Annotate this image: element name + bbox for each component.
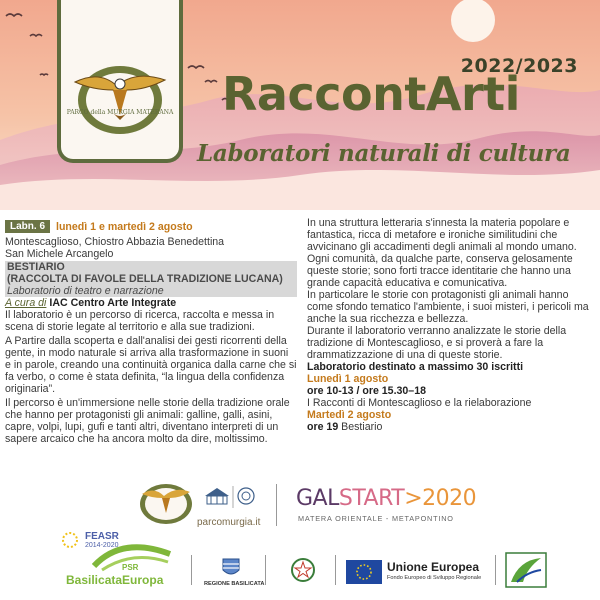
event-type: Laboratorio di teatro e narrazione <box>7 285 164 297</box>
feasr-label: FEASR <box>85 531 119 542</box>
unesco-logo-icon <box>200 484 260 514</box>
gal-subtitle: MATERA ORIENTALE - METAPONTINO <box>298 514 454 523</box>
day2-hours <box>307 421 595 433</box>
event-title-block <box>5 261 297 297</box>
event-details-column <box>5 219 297 447</box>
italian-republic-emblem-icon <box>290 557 316 583</box>
day1-label: Lunedì 1 agosto <box>307 373 389 385</box>
info-paragraph-2: Ogni comunità, da qualche parte, conserva gelosamente queste storie; sono forti tracce identitarie che hanno una grande capacità educativa e comunicativa. <box>307 253 573 289</box>
event-title: BESTIARIO <box>7 261 65 273</box>
info-paragraph-4: Durante il laboratorio verranno analizzate le storie della tradizione di Montescaglioso, e si proverà a fare la drammatizzazione di una di queste storie. <box>307 325 567 361</box>
lab-badge: Labn. 6 <box>5 220 50 233</box>
event-header-row <box>5 219 297 234</box>
page-title: RaccontArti <box>222 67 520 121</box>
divider <box>265 555 266 585</box>
event-info-column <box>307 217 595 433</box>
psr-label: PSR <box>122 563 139 572</box>
location-line-2: San Michele Arcangelo <box>5 248 114 260</box>
organizer-name: IAC Centro Arte Integrate <box>49 297 177 309</box>
divider <box>191 555 192 585</box>
eu-flag-icon <box>346 560 382 584</box>
info-paragraph-3: In particolare le storie con protagonisti gli animali hanno come sfondo tematico l'ambiente, i suoi misteri, i pericoli ma anche la sua ricchezza e bellezza. <box>307 289 589 325</box>
event-dates: lunedì 1 e martedì 2 agosto <box>56 220 193 233</box>
park-logo-card <box>57 0 183 163</box>
sponsor-logos <box>0 470 600 600</box>
logo-ring-text <box>61 86 179 126</box>
eu-subtitle: Fondo Europeo di Sviluppo Regionale <box>387 575 482 581</box>
park-small-logo-icon <box>136 480 196 526</box>
day2-description: Bestiario <box>338 421 383 433</box>
day1-hours <box>307 385 595 397</box>
regione-label: REGIONE BASILICATA <box>204 581 265 587</box>
year-label: 2022/2023 <box>460 55 578 77</box>
feasr-years: 2014-2020 <box>85 542 119 549</box>
location-line-1: Montescaglioso, Chiostro Abbazia Benedettina <box>5 236 225 248</box>
day1-description: I Racconti di Montescaglioso e la rielaborazione <box>307 397 532 409</box>
leader-logo-icon <box>505 552 547 588</box>
gal-start-logo <box>296 486 476 511</box>
event-title-sub: (RACCOLTA DI FAVOLE DELLA TRADIZIONE LUCANA) <box>7 273 283 285</box>
day1-hours-second: / ore 15.30–18 <box>353 385 426 397</box>
day1-hours-main: ore 10-13 <box>307 385 354 397</box>
divider <box>495 555 496 585</box>
basilicata-europa-label: BasilicataEuropa <box>66 573 164 587</box>
eu-title: Unione Europea <box>387 560 480 574</box>
description-paragraph-1: Il laboratorio è un percorso di ricerca, raccolta e messa in scena di storie legate al territorio e alla sue tradizioni. <box>5 309 275 333</box>
svg-text:PARCO della MURGIA MATERANA: PARCO della MURGIA MATERANA <box>66 109 174 116</box>
sun-shape <box>451 0 495 42</box>
year-2020-text: >2020 <box>404 486 477 511</box>
page-subtitle: Laboratori naturali di cultura <box>197 140 571 167</box>
divider <box>276 484 277 526</box>
eu-stars-icon <box>60 530 80 550</box>
regione-basilicata-crest-icon <box>222 558 240 578</box>
info-paragraph-1: In una struttura letteraria s'innesta la materia popolare e fantastica, ricca di metafore e ironiche similitudini che avvicinano gli accadimenti degli animali al mondo umano. <box>307 217 577 253</box>
organizer-line <box>5 297 297 309</box>
start-text: START <box>338 486 405 511</box>
divider <box>335 555 336 585</box>
organizer-label: A cura di <box>5 297 47 309</box>
gal-text: GAL <box>296 486 339 511</box>
description-paragraph-3: Il percorso è un'immersione nelle storie della tradizione orale che hanno per protagonisti gli animali: galline, galli, asini, capre, volpi, lupi, gufi e tanti altri, diventano interpreti di un sapere arcaico che ha ancora molto da dire, moltissimo. <box>5 397 290 445</box>
day2-hours-main: ore 19 <box>307 421 339 433</box>
day2-label: Martedì 2 agosto <box>307 409 392 421</box>
park-website: parcomurgia.it <box>197 517 261 528</box>
participants-limit: Laboratorio destinato a massimo 30 iscritti <box>307 361 524 373</box>
description-paragraph-2: A Partire dalla scoperta e dall'analisi dei gesti ricorrenti della gente, in modo naturale si arriva alla trasformazione in suoni e in parole, creando una continuità organica dalla carne che si fa verbo, o come è stata definita, “la lingua della confidenza originaria”. <box>5 335 297 395</box>
hero-banner <box>0 0 600 210</box>
